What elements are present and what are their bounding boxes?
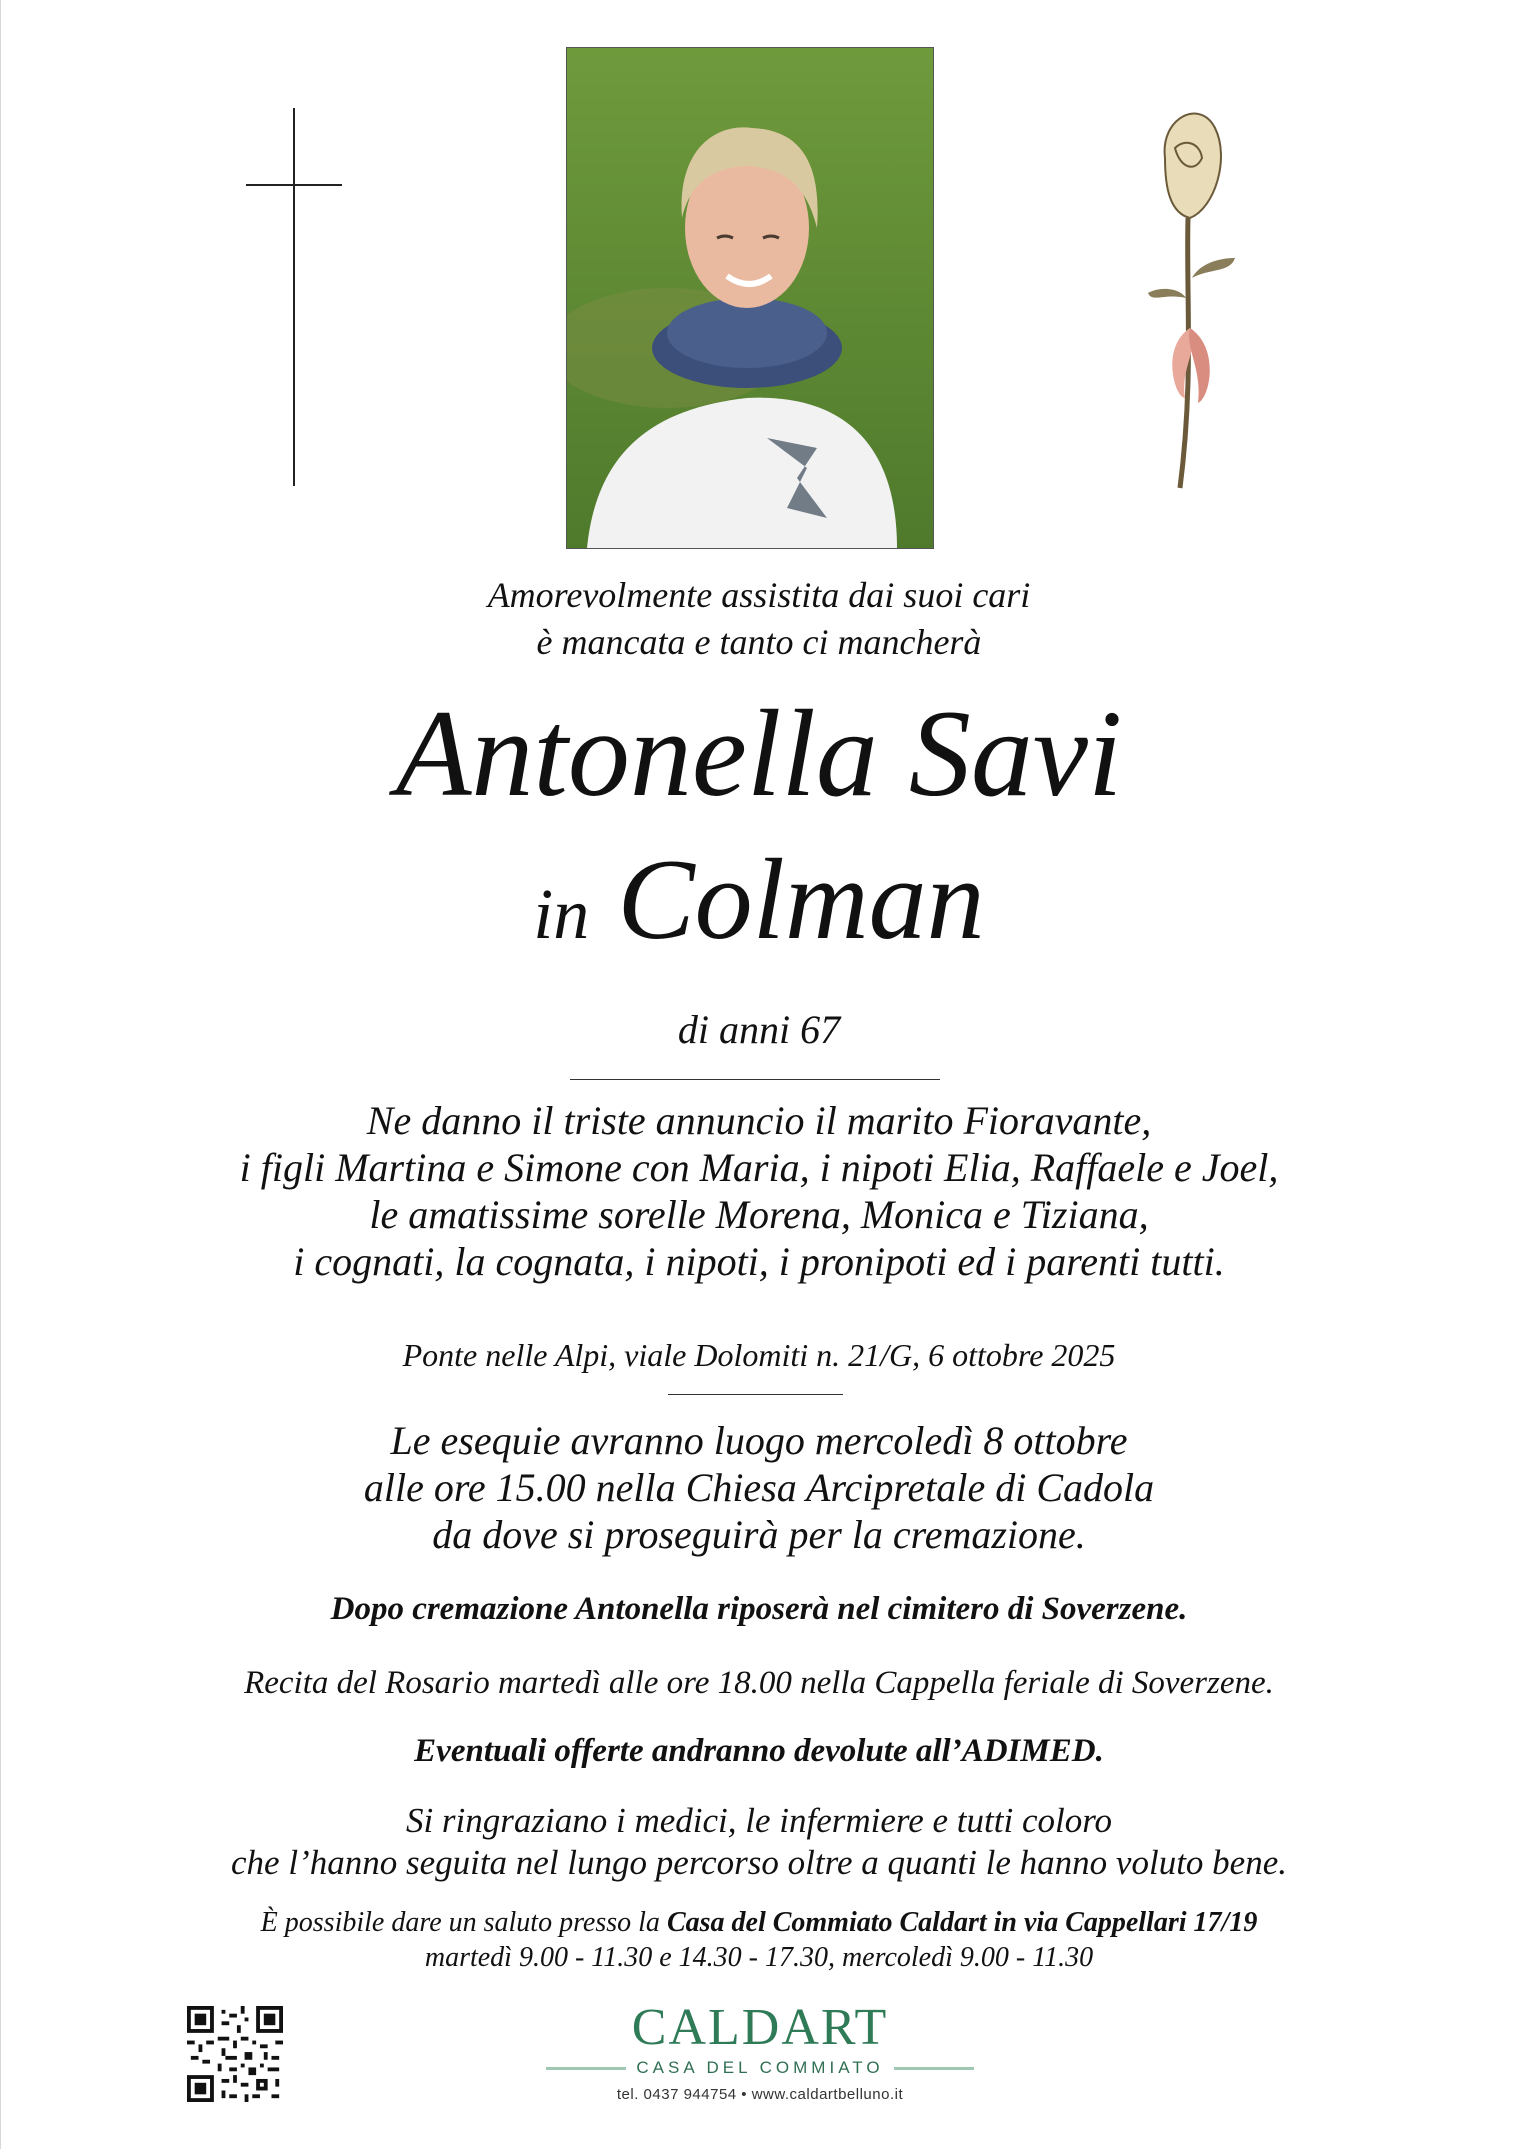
- visit-hours: martedì 9.00 - 11.30 e 14.30 - 17.30, mercoledì 9.00 - 11.30: [424, 1942, 1094, 1973]
- cross-icon-bar: [246, 184, 342, 186]
- intro-line-1: Amorevolmente assistita dai suoi cari: [487, 575, 1031, 615]
- married-name-line: [0, 836, 1518, 994]
- qr-code[interactable]: [187, 2006, 283, 2102]
- rosary-info: Recita del Rosario martedì alle ore 18.00 nella Cappella feriale di Soverzene.: [244, 1665, 1274, 1701]
- rose-icon: [1140, 98, 1240, 498]
- visit-line: [0, 1905, 1518, 1940]
- logo-subtitle-bar: [530, 2058, 990, 2078]
- announcement-line: i cognati, la cognata, i nipoti, i pronipoti ed i parenti tutti.: [293, 1239, 1225, 1284]
- announcement-line: i figli Martina e Simone con Maria, i nipoti Elia, Raffaele e Joel,: [239, 1145, 1279, 1190]
- portrait-photo: [566, 47, 934, 549]
- logo-line: [894, 2067, 974, 2070]
- divider-rule-small: [668, 1394, 843, 1395]
- thanks-text: [0, 1800, 1518, 1884]
- caldart-logo: [530, 2000, 990, 2078]
- funeral-line: da dove si proseguirà per la cremazione.: [432, 1512, 1086, 1557]
- logo-subtitle: CASA DEL COMMIATO: [636, 2058, 884, 2077]
- announcement-text: [0, 1097, 1518, 1285]
- age-text: di anni 67: [677, 1007, 841, 1052]
- logo-line: [546, 2067, 626, 2070]
- married-prefix: in: [533, 874, 590, 954]
- announcement-line: Ne danno il triste annuncio il marito Fioravante,: [366, 1098, 1152, 1143]
- place-date: Ponte nelle Alpi, viale Dolomiti n. 21/G, 6 ottobre 2025: [402, 1337, 1116, 1373]
- thanks-line: che l’hanno seguita nel lungo percorso oltre a quanti le hanno voluto bene.: [231, 1843, 1287, 1882]
- deceased-name: Antonella Savi: [395, 685, 1123, 822]
- intro-line-2: è mancata e tanto ci mancherà: [536, 622, 982, 662]
- announcement-line: le amatissime sorelle Morena, Monica e Tiziana,: [369, 1192, 1149, 1237]
- married-name: Colman: [617, 836, 985, 964]
- burial-info: Dopo cremazione Antonella riposerà nel cimitero di Soverzene.: [330, 1591, 1188, 1627]
- intro-text: [0, 572, 1518, 666]
- contact-info[interactable]: tel. 0437 944754 • www.caldartbelluno.it: [616, 2086, 904, 2103]
- funeral-info: [0, 1417, 1518, 1558]
- divider-rule: [570, 1079, 940, 1080]
- thanks-line: Si ringraziano i medici, le infermiere e tutti coloro: [405, 1801, 1113, 1840]
- logo-name: CALDART: [631, 1999, 889, 2056]
- visit-place: Casa del Commiato Caldart in via Cappellari 17/19: [666, 1907, 1258, 1938]
- visit-info: [0, 1905, 1518, 1975]
- visit-prefix: È possibile dare un saluto presso la: [260, 1907, 667, 1938]
- offers-info: Eventuali offerte andranno devolute all’ADIMED.: [414, 1733, 1104, 1769]
- funeral-line: alle ore 15.00 nella Chiesa Arcipretale di Cadola: [363, 1465, 1155, 1510]
- cross-icon: [293, 108, 295, 486]
- funeral-line: Le esequie avranno luogo mercoledì 8 ottobre: [390, 1418, 1128, 1463]
